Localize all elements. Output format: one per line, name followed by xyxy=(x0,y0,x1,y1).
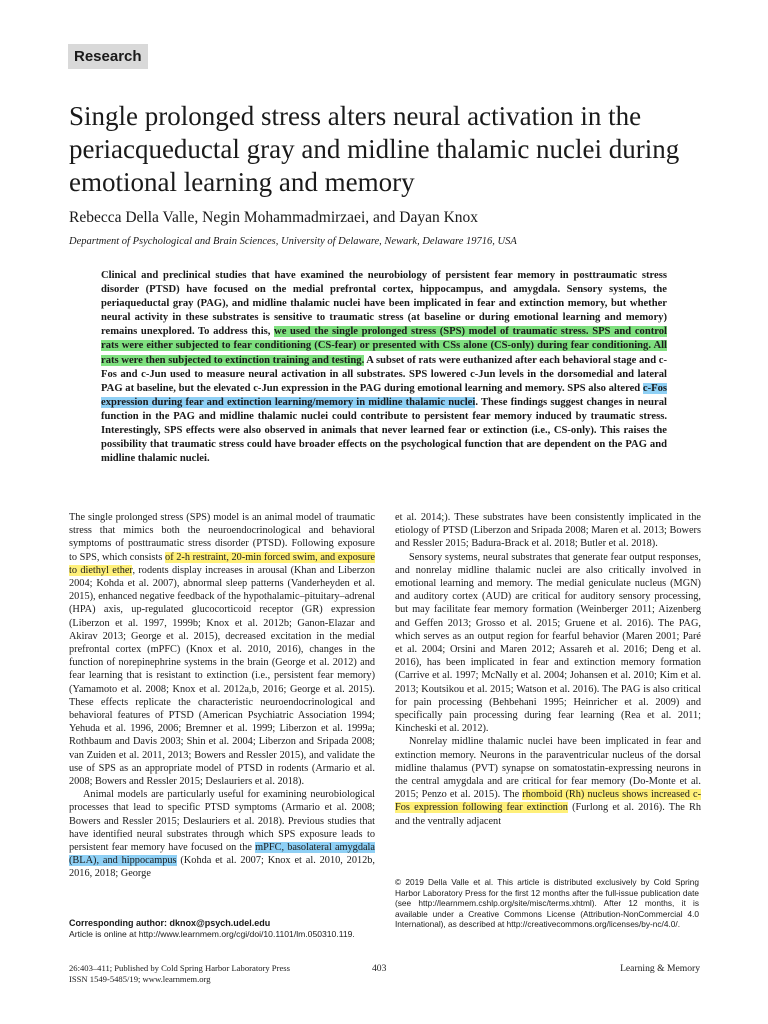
body-paragraph: Sensory systems, neural substrates that generate fear output responses, and nonrelay midline thalamic nuclei are also critically involved in emotional learning and memory. The medial geniculate nucleus (MGN) and auditory cortex (AUD) are critical for auditory sensory processing, but may facilitate fear memory formation (Weinberger 2011; Aizenberg and Geffen 2013; Grosso et al. 2015; Gruene et al. 2016). The PAG, which serves as an output region for fearful behavior (Maren 2001; Paré et al. 2004; Orsini and Maren 2012; Assareh et al. 2016; Deng et al. 2016), has been implicated in fear and extinction memory formation (Carrive et al. 1997; McNally et al. 2004; Johansen et al. 2010; Kim et al. 2013; Koutsikou et al. 2015; Watson et al. 2016). The PAG is also critical for pain processing (Behbehani 1995; Heinricher et al. 2009) and specifically pain processing during fear learning (Rea et al. 2011; Kincheski et al. 2012). xyxy=(395,551,701,735)
body-text: (Kohda et al. 2007; Knox et al. 2010, 2012b, 2016, 2018; George xyxy=(69,855,376,880)
body-text: Nonrelay midline thalamic nuclei have been implicated in fear and extinction memory. Neurons in the paraventricular nucleus of the dorsal midline thalamus (PVT) synapse on somatostatin-expressing neurons in the central amygdala and are critical for fear memory (Do-Monte et al. 2015; Penzo et al. 2015). The xyxy=(395,736,701,801)
body-highlight-yellow: of 2-h restraint, 20-min forced swim, and exposure to diethyl ether xyxy=(69,551,375,576)
author-list: Rebecca Della Valle, Negin Mohammadmirzaei, and Dayan Knox xyxy=(69,209,479,226)
body-paragraph: et al. 2014;). These substrates have been consistently implicated in the etiology of PTSD (Liberzon and Sripada 2008; Maren et al. 2013; Bowers and Ressler 2015; Badura-Brack et al. 2018; Butler et al. 2018). xyxy=(395,512,701,550)
abstract-text: . These findings suggest changes in neural function in the PAG and midline thalamic nuclei could contribute to persistent fear memory induced by traumatic stress. Interestingly, SPS effects were also observed in animals that never learned fear or extinction (i.e., CS-only). This raises the possibility that traumatic stress could have broader effects on the psychological function that are dependent on the PAG and midline thalamic nuclei. xyxy=(101,396,668,465)
footer-issn: ISSN 1549-5485/19; www.learnmem.org xyxy=(69,974,211,984)
abstract-text: A subset of rats were euthanized after each behavioral stage and c-Fos and c-Jun used to measure neural activation in all substrates. SPS lowered c-Jun levels in the dorsomedial and lateral PAG at baseline, but the elevated c-Jun expression in the PAG during emotional learning and memory. SPS also altered xyxy=(101,354,667,394)
body-text: Animal models are particularly useful for examining neurobiological processes that lead to specific PTSD symptoms (Armario et al. 2008; Bowers and Ressler 2015; Deslauriers et al. 2018). Previous studies that have identified neural substrates through which SPS exposure leads to persistent fear memory have focused on the xyxy=(69,789,375,854)
journal-name: Learning & Memory xyxy=(620,963,700,974)
abstract-text: Clinical and preclinical studies that have examined the neurobiology of persistent fear memory in posttraumatic stress disorder (PTSD) have focused on the medial prefrontal cortex, hippocampus, and amygdala. Sensory systems, the periaqueductal gray (PAG), and midline thalamic nuclei have been implicated in fear and extinction memory, but whether neural activity in these substrates is sensitive to traumatic stress (at baseline or during emotional learning and memory) remains unexplored. To address this, xyxy=(101,270,667,338)
abstract-highlight-green: we used the single prolonged stress (SPS) model of traumatic stress. SPS and control rats were either subjected to fear conditioning (CS-fear) or presented with CSs alone (CS-only) during fear conditioning. All rats were then subjected to extinction training and testing. xyxy=(101,326,667,366)
body-paragraph xyxy=(395,735,701,827)
footer-citation xyxy=(69,963,290,985)
corresponding-author: Corresponding author: dknox@psych.udel.edu xyxy=(69,918,271,928)
page-number: 403 xyxy=(372,963,387,974)
copyright-notice: © 2019 Della Valle et al. This article is distributed exclusively by Cold Spring Harbor Laboratory Press for the first 12 months after the full-issue publication date (see http://learnmem.cshlp.org/site/misc/terms.xhtml). After 12 months, it is available under a Creative Commons License (Attribution-NonCommercial 4.0 International), as described at http://creativecommons.org/licenses/by-nc/4.0/. xyxy=(395,877,699,930)
body-column-right xyxy=(395,511,701,828)
footer-citation-line: 26:403–411; Published by Cold Spring Harbor Laboratory Press xyxy=(69,963,290,973)
body-text: The single prolonged stress (SPS) model is an animal model of traumatic stress that mimics both the neuroendocrinological and behavioral symptoms of posttraumatic stress disorder (PTSD). Following exposure to SPS, which consists xyxy=(69,512,375,563)
affiliation: Department of Psychological and Brain Sciences, University of Delaware, Newark, Delaware 19716, USA xyxy=(69,236,517,247)
abstract-highlight-blue: c-Fos expression during fear and extinction learning/memory in midline thalamic nuclei xyxy=(101,382,667,408)
article-online-link: Article is online at http://www.learnmem.org/cgi/doi/10.1101/lm.050310.119. xyxy=(69,929,355,939)
body-text: (Furlong et al. 2016). The Rh and the ventrally adjacent xyxy=(395,802,702,827)
body-text: , rodents display increases in arousal (Khan and Liberzon 2004; Kohda et al. 2007), abnormal sleep patterns (Vanderheyden et al. 2015), enhanced negative feedback of the hypothalamic–pituitary–adrenal (HPA) axis, up-regulated glucocorticoid receptor (GR) expression (Liberzon et al. 1997, 1999b; Knox et al. 2012b; Ganon-Elazar and Akirav 2013; George et al. 2015), decreased excitation in the medial prefrontal cortex (mPFC) (Knox et al. 2010, 2016), changes in the function of norepinephrine systems in the brain (George et al. 2012) and fear learning that is resistant to extinction (i.e., persistent fear memory) (Yamamoto et al. 2008; Knox et al. 2012a,b, 2016; George et al. 2015). These effects replicate the characteristic neuroendocrinological and behavioral features of PTSD (American Psychiatric Association 1994; Yehuda et al. 1996, 2006; Bremner et al. 1999; Liberzon et al. 1999a; Rothbaum and Davis 2003; Shin et al. 2004; Liberzon and Sripada 2008; van Zuiden et al. 2011, 2013; Bowers and Ressler 2015), and validate the use of SPS as an appropriate model of PTSD in rodents (Armario et al. 2008; Bowers and Ressler 2015; Deslauriers et al. 2018). xyxy=(69,564,375,788)
body-highlight-blue: mPFC, basolateral amygdala (BLA), and hippocampus xyxy=(69,842,375,867)
correspondence-note xyxy=(69,918,375,940)
body-paragraph xyxy=(69,788,375,880)
body-column-left xyxy=(69,511,375,881)
article-title: Single prolonged stress alters neural activation in the periacqueductal gray and midline thalamic nuclei during emotional learning and memory xyxy=(69,101,680,197)
abstract xyxy=(101,269,667,466)
body-highlight-yellow: rhomboid (Rh) nucleus shows increased c-Fos expression following fear extinction xyxy=(395,789,701,814)
section-tag: Research xyxy=(68,44,148,69)
body-paragraph xyxy=(69,511,375,788)
